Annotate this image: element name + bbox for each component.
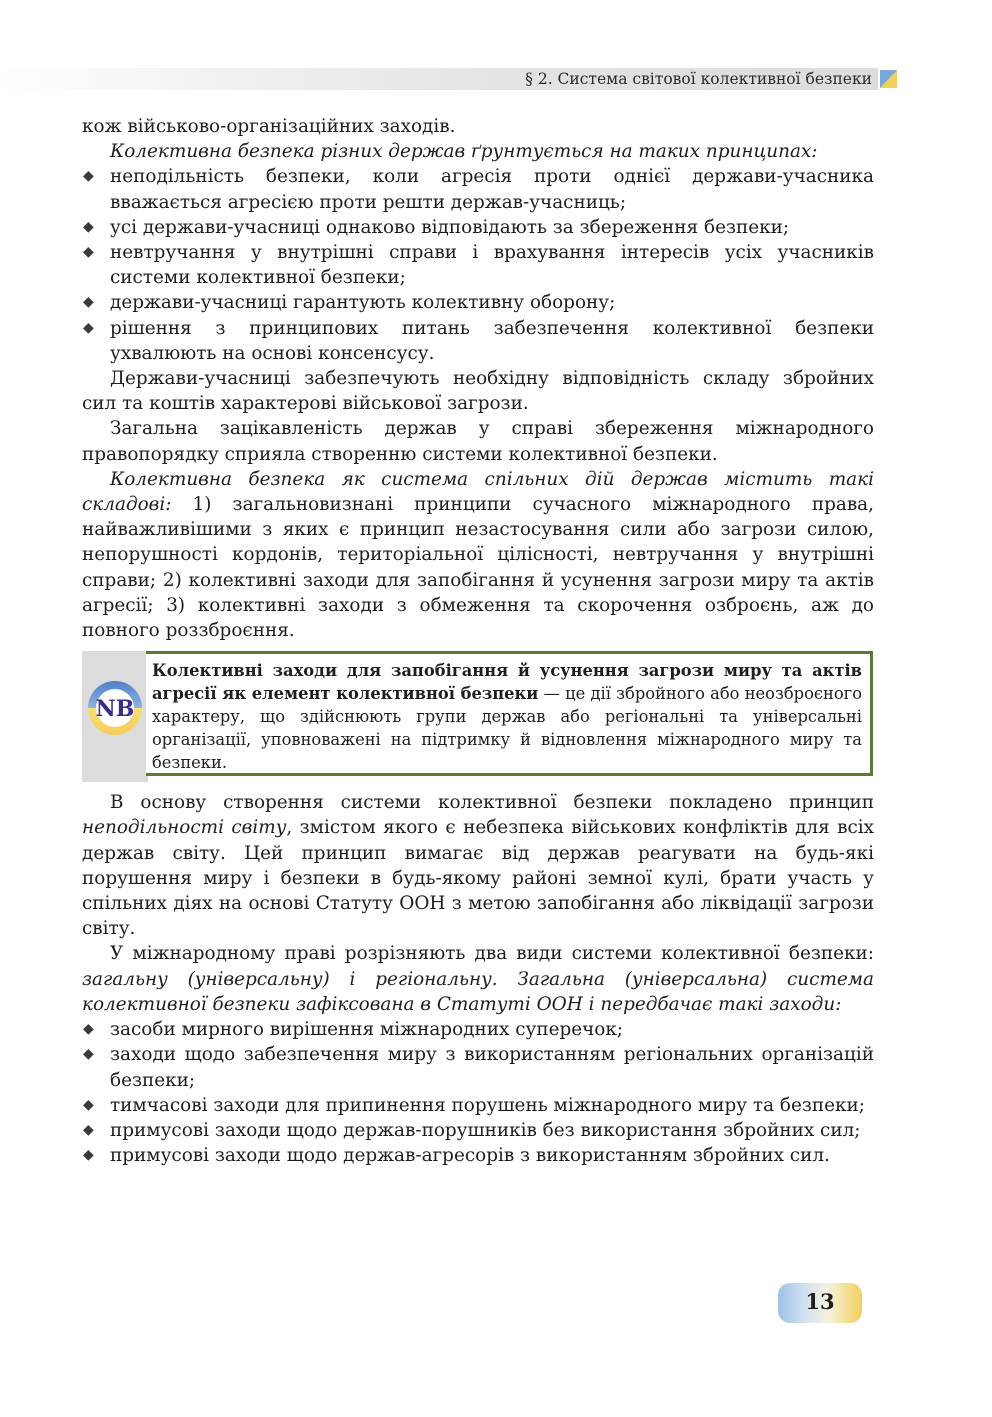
diamond-bullet-icon: ◆ — [83, 218, 94, 235]
principles-list — [82, 164, 874, 366]
diamond-bullet-icon: ◆ — [83, 319, 94, 336]
list-item — [82, 1042, 874, 1092]
diamond-bullet-icon: ◆ — [83, 1147, 94, 1164]
paragraph-components — [82, 467, 874, 643]
page-number-badge — [778, 1283, 862, 1323]
list-item — [82, 1143, 874, 1168]
list-item — [82, 164, 874, 214]
list-item — [82, 240, 874, 290]
list-item-text: держави-учасниці гарантують колективну оборону; — [110, 292, 616, 314]
diamond-bullet-icon: ◆ — [83, 1021, 94, 1038]
paragraph-armed-forces: Держави-учасниці забезпечують необхідну відповідність складу збройних сил та коштів характерові військової загрози. — [82, 368, 874, 415]
list-item — [82, 1093, 874, 1118]
paragraph-principles-intro — [82, 139, 874, 164]
list-item-text: рішення з принципових питань забезпечення колективної безпеки ухвалюють на основі консенсусу. — [110, 317, 874, 364]
italic-text: загальну (універсальну) і регіональну. Загальна (універсальна) система колективної безпеки зафіксована в Статуті ООН і передбачає такі заходи: — [82, 968, 874, 1015]
paragraph-text: , змістом якого є небезпека військових конфліктів для всіх держав світу. Цей принцип вимагає від держав реагувати на будь-які порушення миру і безпеки в будь-якому районі земної кулі, брати участь у спільних діях на основі Статуту ООН з метою запобігання або ліквідації загрози світу. — [82, 817, 875, 940]
measures-list — [82, 1017, 874, 1168]
list-item — [82, 1118, 874, 1143]
list-item-text: засоби мирного вирішення міжнародних суперечок; — [110, 1019, 624, 1041]
italic-text: Колективна безпека як система спільних дій держав містить такі складові: — [82, 468, 874, 516]
nb-definition-box — [146, 651, 873, 776]
list-item — [82, 290, 874, 315]
diamond-bullet-icon: ◆ — [83, 168, 94, 185]
paragraph-text: В основу створення системи колективної безпеки покладено принцип — [110, 792, 874, 814]
diamond-bullet-icon: ◆ — [83, 1096, 94, 1113]
list-item — [82, 1017, 874, 1042]
list-item-text: усі держави-учасниці однаково відповідають за збереження безпеки; — [110, 216, 790, 238]
nb-side-panel — [82, 651, 148, 782]
list-item — [82, 215, 874, 240]
paragraph-text: 1) загальновизнані принципи сучасного міжнародного права, найважливішими з яких є принцип незастосування сили або загрози силою, непорушності кордонів, територіальної цілісності, невтручання у внутрішні справи; 2) колективні заходи для запобігання й усунення загрози миру та актів агресії; 3) колективні заходи з обмеження та скорочення озброєнь, аж до повного роззброєння. — [82, 494, 874, 642]
paragraph-continuation: кож військово-організаційних заходів. — [82, 116, 456, 137]
paragraph-types — [82, 941, 874, 1017]
list-item-text: примусові заходи щодо держав-порушників без використання збройних сил; — [110, 1119, 861, 1141]
nb-logo-text: NB — [95, 696, 135, 723]
list-item — [82, 316, 874, 366]
paragraph-text: У міжнародному праві розрізняють два види системи колективної безпеки: — [110, 943, 874, 965]
nb-definition: — це дії збройного або неозброєного характеру, що здійснюють групи держав або регіональні та універсальні організації, уповноважені на підтримку й відновлення міжнародного миру та безпеки. — [152, 684, 862, 773]
header-corner-decoration — [880, 70, 897, 88]
nota-bene-logo-icon — [86, 679, 144, 737]
paragraph-indivisibility — [82, 790, 874, 941]
list-item-text: неподільність безпеки, коли агресія проти однієї держави-учасника вважається агресією проти решти держав-учасниць; — [110, 166, 874, 213]
list-item-text: заходи щодо забезпечення миру з використанням регіональних організацій безпеки; — [110, 1044, 874, 1091]
list-item-text: невтручання у внутрішні справи і врахування інтересів усіх учасників системи колективної безпеки; — [110, 242, 874, 289]
diamond-bullet-icon: ◆ — [83, 1121, 94, 1138]
page-number: 13 — [805, 1289, 835, 1314]
italic-text: неподільності світу — [82, 817, 287, 839]
diamond-bullet-icon: ◆ — [83, 1046, 94, 1063]
page-content — [82, 114, 874, 1168]
diamond-bullet-icon: ◆ — [83, 244, 94, 261]
nota-bene-callout — [82, 651, 874, 782]
diamond-bullet-icon: ◆ — [83, 294, 94, 311]
paragraph-general-interest: Загальна зацікавленість держав у справі збереження міжнародного правопорядку сприяла створенню системи колективної безпеки. — [82, 418, 874, 465]
running-header: § 2. Система світової колективної безпеки — [525, 70, 872, 88]
list-item-text: примусові заходи щодо держав-агресорів з використанням збройних сил. — [110, 1145, 830, 1167]
italic-text: Колективна безпека різних держав ґрунтується на таких принципах: — [110, 141, 818, 163]
nb-term: Колективні заходи для запобігання й усунення загрози миру та актів агресії як елемент колективної безпеки — [152, 661, 862, 704]
list-item-text: тимчасові заходи для припинення порушень міжнародного миру та безпеки; — [110, 1094, 865, 1116]
